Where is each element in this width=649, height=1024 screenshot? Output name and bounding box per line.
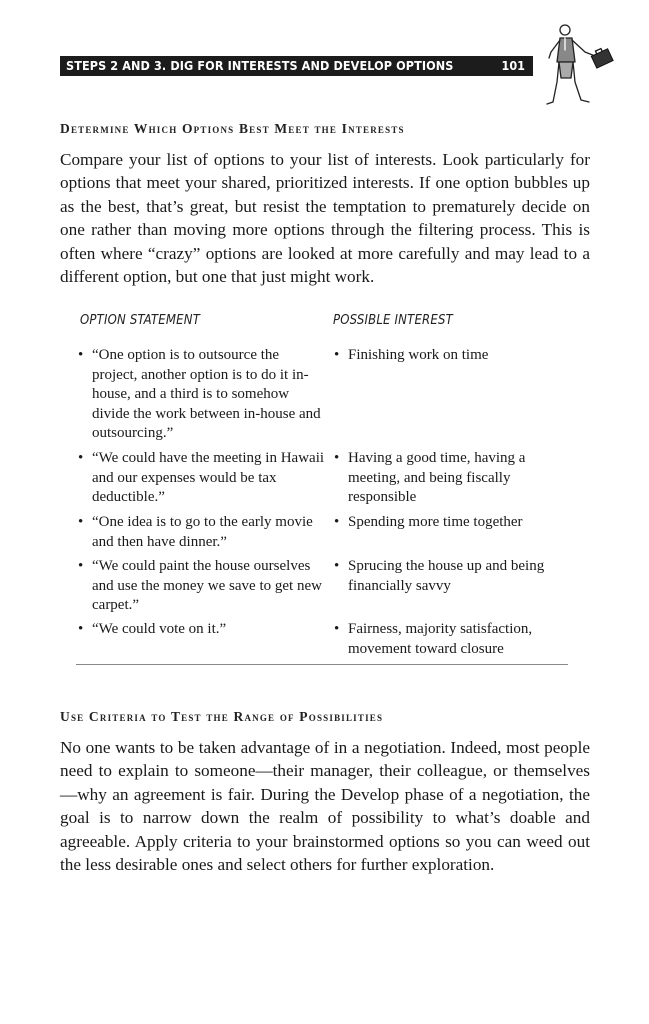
section-heading: Determine Which Options Best Meet the Interests (60, 121, 405, 136)
option-statement-item: • “We could have the meeting in Hawaii and our expenses would be tax deductible.” (78, 449, 327, 508)
possible-interest-item: • Sprucing the house up and being financially savvy (334, 557, 568, 596)
table-bottom-rule (76, 664, 568, 665)
option-statement-item: • “One idea is to go to the early movie and then have dinner.” (78, 513, 327, 552)
page-number: 101 (501, 58, 525, 73)
running-header (60, 56, 533, 76)
businessman-with-briefcase-icon (545, 22, 615, 110)
option-statement-item: • “We could paint the house ourselves and use the money we save to get new carpet.” (78, 557, 327, 616)
body-paragraph: No one wants to be taken advantage of in a negotiation. Indeed, most people need to explain to someone—their manager, their colleague, or themselves—why an agreement is fair. During the Develop phase of a negotiation, the goal is to narrow down the realm of possibility to what’s doable and agreeable. Apply criteria to your brainstormed options so you can weed out the less desirable ones and select others for further exploration. (60, 738, 590, 875)
running-header-title: STEPS 2 AND 3. DIG FOR INTERESTS AND DEVELOP OPTIONS (66, 58, 454, 73)
possible-interest-item: • Having a good time, having a meeting, and being fiscally responsible (334, 449, 568, 508)
option-statement-item: • “We could vote on it.” (78, 620, 327, 640)
section-heading: Use Criteria to Test the Range of Possibilities (60, 709, 384, 724)
possible-interest-item: • Spending more time together (334, 513, 568, 533)
body-paragraph: Compare your list of options to your list of interests. Look particularly for options that meet your shared, prioritized interests. If one option bubbles up as the best, that’s great, but resist the temptation to prematurely decide on one rather than moving more options through the filtering process. This is often where “crazy” options are looked at more carefully and may lead to a different option, but one that just might work. (60, 150, 590, 287)
column-header-interest: POSSIBLE INTEREST (333, 313, 453, 328)
option-statement-item: • “One option is to outsource the project, another option is to do it in-house, and a third is to somehow divide the work between in-house and outsourcing.” (78, 346, 327, 444)
possible-interest-item: • Fairness, majority satisfaction, movement toward closure (334, 620, 568, 659)
column-header-option: OPTION STATEMENT (80, 313, 201, 328)
possible-interest-item: • Finishing work on time (334, 346, 568, 366)
